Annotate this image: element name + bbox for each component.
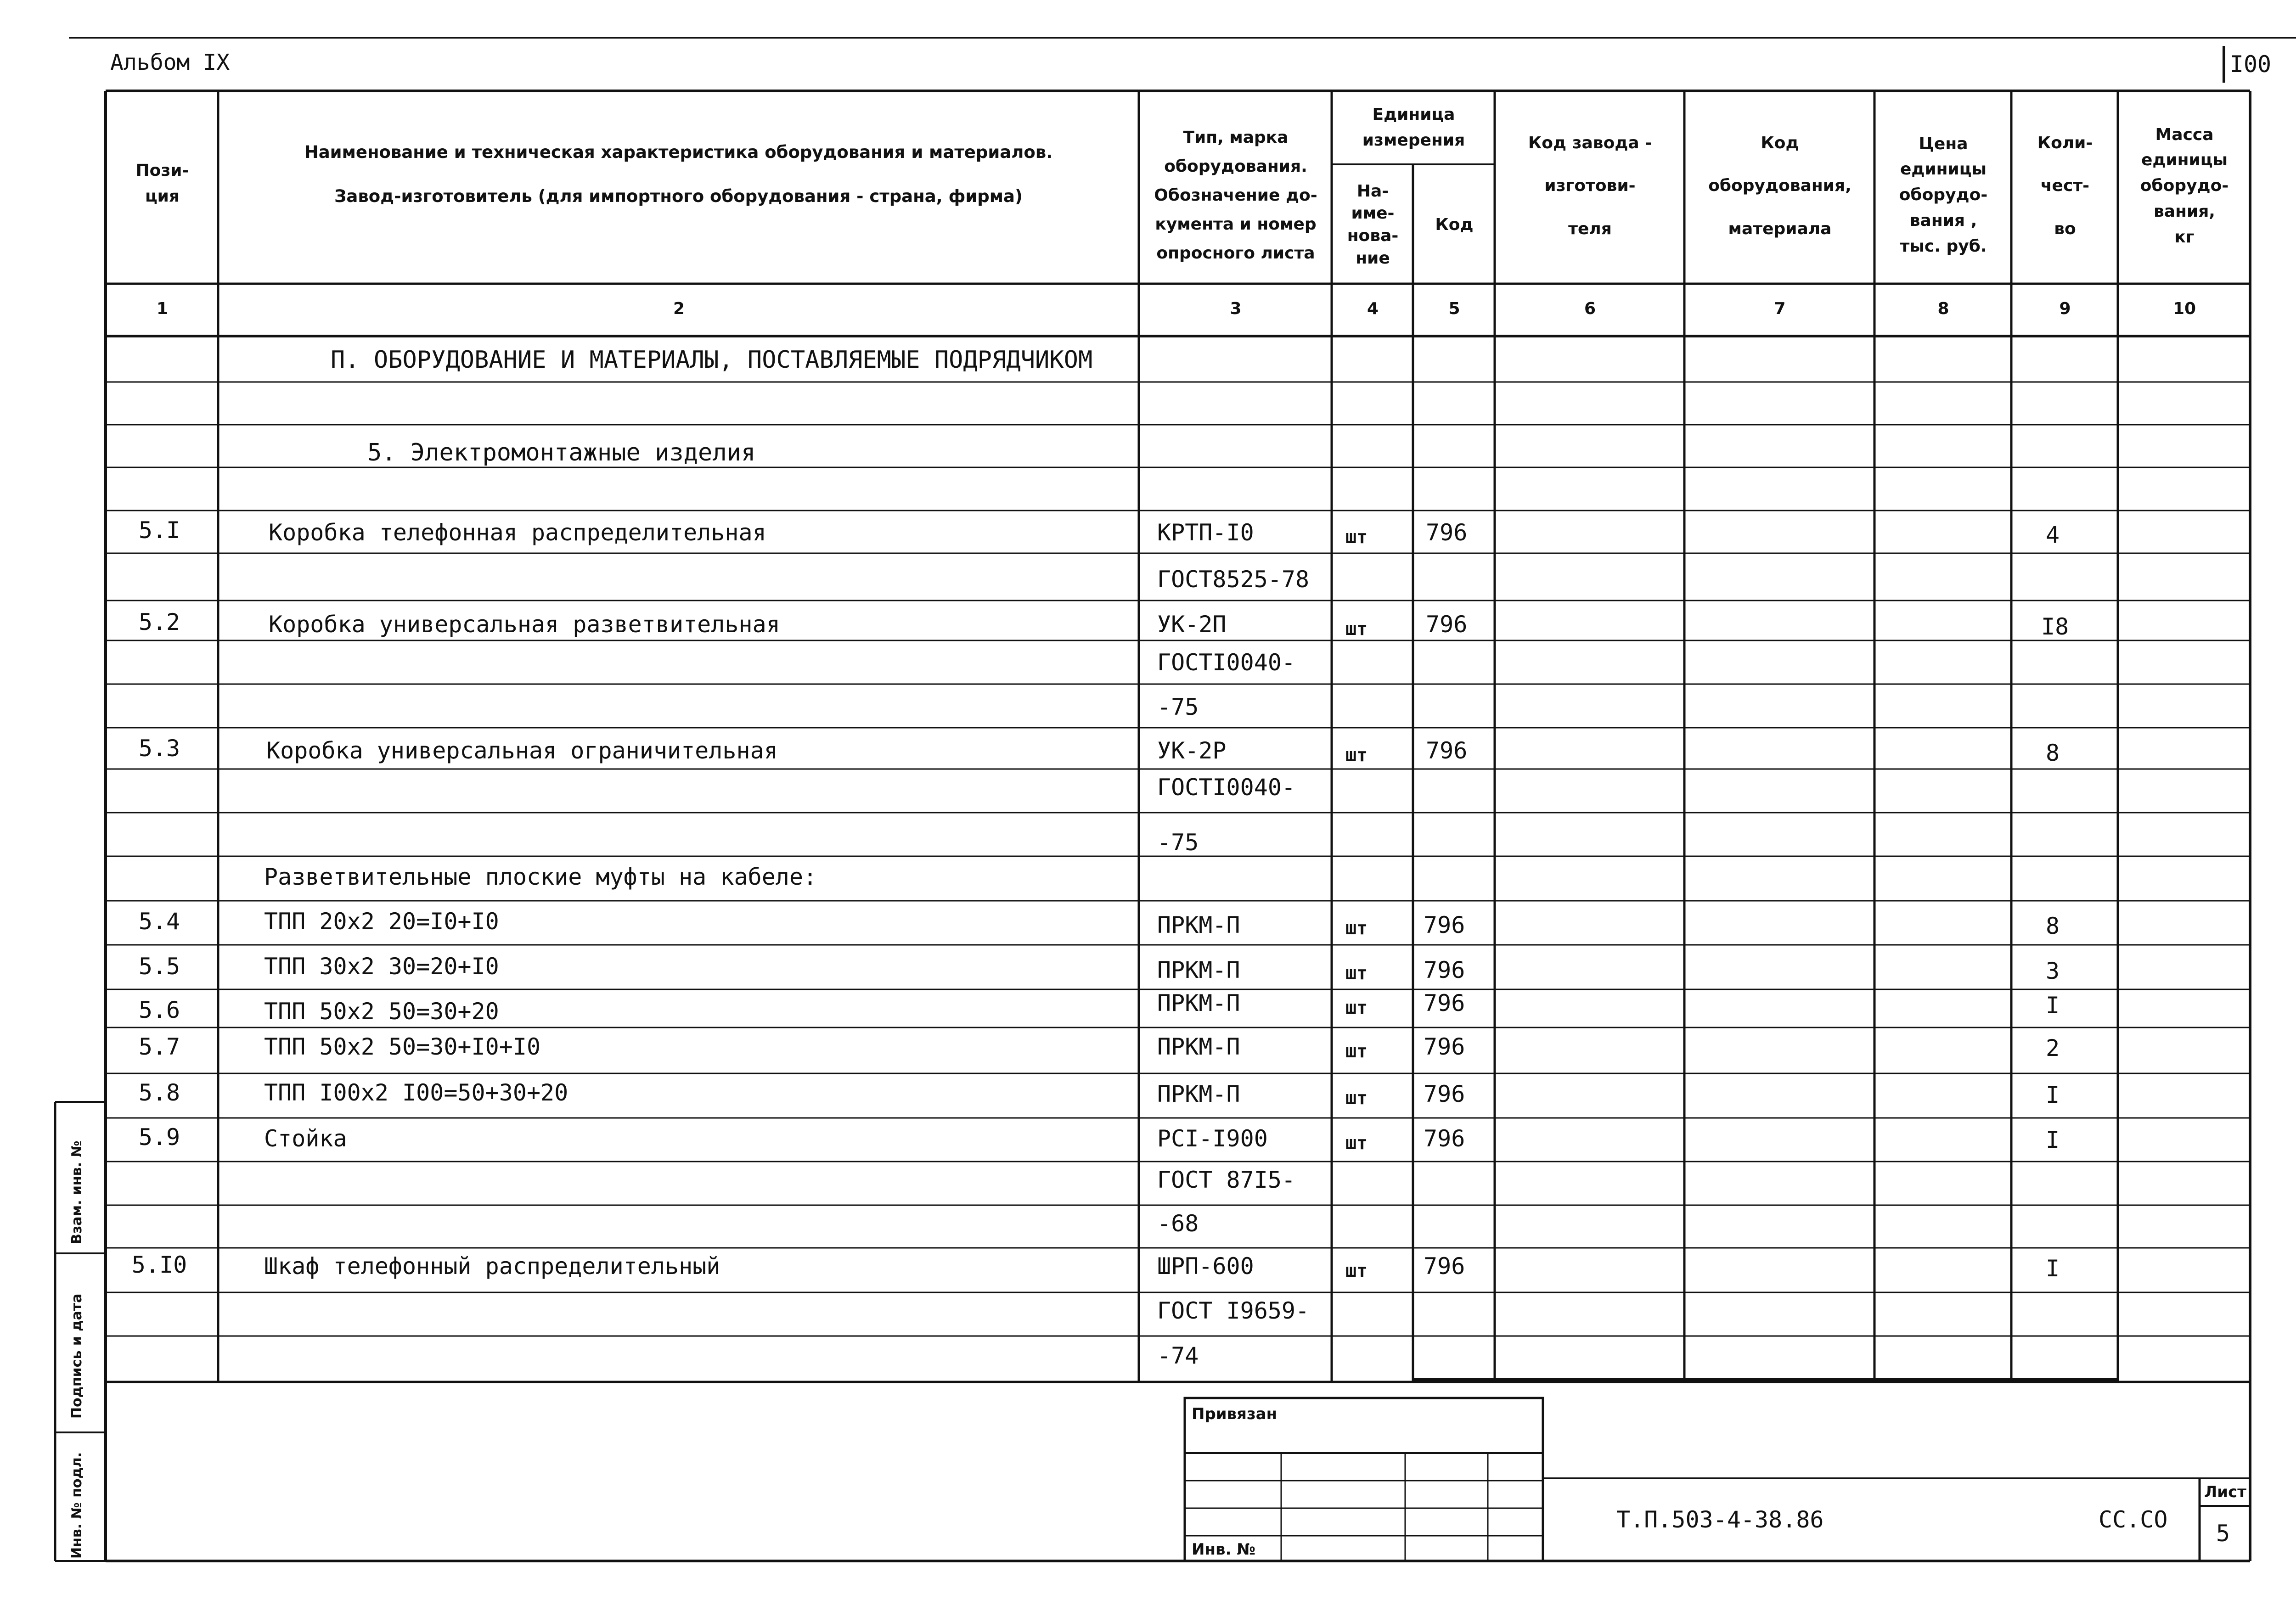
- col-header-qty: Коли- чест- во: [2037, 133, 2093, 238]
- row-qty: I: [2046, 992, 2060, 1019]
- row-qty: 3: [2046, 958, 2060, 984]
- row-unit-code: 796: [1426, 611, 1468, 638]
- stamp-privyazan: Привязан: [1192, 1405, 1277, 1423]
- side-label-vzam: Взам. инв. №: [69, 1140, 85, 1244]
- row-qty: 4: [2046, 522, 2060, 548]
- row-qty: I8: [2041, 613, 2069, 640]
- col-number: 4: [1367, 299, 1379, 318]
- col-number: 10: [2172, 299, 2196, 318]
- row-qty: I: [2046, 1127, 2060, 1153]
- row-type: ГОСТ 87I5-: [1157, 1167, 1296, 1193]
- row-unit-code: 796: [1424, 1253, 1465, 1280]
- row-unit: шт: [1345, 1260, 1368, 1281]
- row-type: ПРКМ-П: [1157, 912, 1240, 938]
- row-unit: шт: [1345, 527, 1368, 548]
- col-number: 2: [673, 299, 685, 318]
- row-type: ГОСТ8525-78: [1157, 566, 1310, 593]
- row-name: Коробка универсальная ограничительная: [266, 737, 778, 764]
- row-unit-code: 796: [1424, 990, 1465, 1016]
- row-name: ТПП 20х2 20=I0+I0: [264, 908, 499, 935]
- row-position: 5.9: [138, 1124, 180, 1151]
- row-position: 5.5: [138, 953, 180, 980]
- row-position: 5.I0: [131, 1252, 187, 1278]
- row-position: 5.8: [138, 1079, 180, 1106]
- row-position: 5.3: [138, 735, 180, 762]
- row-type: ПРКМ-П: [1157, 990, 1240, 1016]
- row-name: Стойка: [264, 1125, 347, 1152]
- row-qty: 2: [2046, 1035, 2060, 1061]
- col-header-mass: Масса единицы оборудо- вания, кг: [2140, 125, 2229, 247]
- row-type: -75: [1157, 829, 1199, 856]
- col-header-equip-code: Код оборудования, материала: [1708, 133, 1851, 238]
- col-header-unit-name: На- име- нова- ние: [1347, 181, 1399, 268]
- row-unit-code: 796: [1426, 737, 1468, 764]
- row-name: ТПП 30х2 30=20+I0: [264, 953, 499, 980]
- sheet-number: I00: [2223, 46, 2276, 83]
- row-unit: шт: [1345, 963, 1368, 984]
- sheet-code: СС.СО: [2099, 1506, 2168, 1533]
- row-position: 5.2: [138, 609, 180, 635]
- side-label-podpis: Подпись и дата: [69, 1293, 85, 1419]
- col-number: 7: [1774, 299, 1786, 318]
- row-unit: шт: [1345, 997, 1368, 1018]
- row-name: Разветвительные плоские муфты на кабеле:: [264, 864, 817, 890]
- row-type: ПРКМ-П: [1157, 957, 1240, 983]
- row-name: Коробка универсальная разветвительная: [269, 611, 780, 638]
- col-header-type: Тип, марка оборудования. Обозначение до- кумента и номер опросного листа: [1154, 128, 1317, 263]
- row-unit-code: 796: [1424, 1033, 1465, 1060]
- row-qty: I: [2046, 1082, 2060, 1108]
- subsection-title: 5. Электромонтажные изделия: [367, 439, 756, 466]
- row-unit: шт: [1345, 745, 1368, 766]
- row-type: УК-2П: [1157, 611, 1227, 638]
- row-name: Коробка телефонная распределительная: [269, 519, 766, 546]
- row-unit-code: 796: [1424, 1081, 1465, 1107]
- row-qty: 8: [2046, 740, 2060, 766]
- row-type: ПРКМ-П: [1157, 1033, 1240, 1060]
- col-number: 8: [1937, 299, 1949, 318]
- row-type: -75: [1157, 694, 1199, 720]
- col-header-position: Пози- ция: [135, 161, 189, 206]
- row-unit-code: 796: [1426, 519, 1468, 546]
- row-position: 5.6: [138, 997, 180, 1023]
- row-qty: I: [2046, 1255, 2060, 1282]
- row-unit-code: 796: [1424, 957, 1465, 983]
- row-unit-code: 796: [1424, 1125, 1465, 1152]
- sheet-page-number: 5: [2216, 1520, 2230, 1547]
- row-type: ГОСТI0040-: [1157, 774, 1296, 801]
- row-type: ГОСТ I9659-: [1157, 1297, 1310, 1324]
- row-position: 5.7: [138, 1033, 180, 1060]
- row-unit: шт: [1345, 1041, 1368, 1062]
- row-type: УК-2Р: [1157, 737, 1227, 764]
- row-position: 5.I: [138, 517, 180, 544]
- col-header-price: Цена единицы оборудо- вания , тыс. руб.: [1899, 134, 1988, 256]
- col-number: 9: [2059, 299, 2071, 318]
- row-type: ПРКМ-П: [1157, 1081, 1240, 1107]
- col-header-name: Наименование и техническая характеристика оборудования и материалов. Завод-изготовитель (для импортного оборудования - страна, фирма): [304, 142, 1053, 206]
- row-type: ШРП-600: [1157, 1253, 1254, 1280]
- row-type: ГОСТI0040-: [1157, 649, 1296, 676]
- col-number: 6: [1584, 299, 1596, 318]
- row-name: ТПП 50х2 50=30+I0+I0: [264, 1033, 541, 1060]
- side-label-inv-podl: Инв. № подл.: [69, 1452, 85, 1559]
- row-position: 5.4: [138, 908, 180, 935]
- document-code: Т.П.503-4-38.86: [1616, 1506, 1824, 1533]
- col-header-plant-code: Код завода - изготови- теля: [1528, 133, 1652, 238]
- col-header-unit-code: Код: [1435, 215, 1474, 235]
- col-header-unit-group: Единица измерения: [1362, 105, 1465, 150]
- album-label: Альбом IX: [110, 50, 230, 75]
- row-unit: шт: [1345, 618, 1368, 640]
- row-unit: шт: [1345, 1133, 1368, 1154]
- sheet-label: Лист: [2204, 1483, 2246, 1501]
- col-number: 1: [156, 299, 169, 318]
- row-type: -68: [1157, 1210, 1199, 1237]
- row-unit-code: 796: [1424, 912, 1465, 938]
- row-name: ТПП I00х2 I00=50+30+20: [264, 1079, 568, 1106]
- row-type: -74: [1157, 1342, 1199, 1369]
- col-number: 3: [1230, 299, 1242, 318]
- stamp-inv-no: Инв. №: [1192, 1540, 1256, 1559]
- row-unit: шт: [1345, 918, 1368, 939]
- row-name: Шкаф телефонный распределительный: [264, 1253, 720, 1280]
- row-unit: шт: [1345, 1088, 1368, 1109]
- row-type: КРТП-I0: [1157, 519, 1254, 546]
- section-title: П. ОБОРУДОВАНИЕ И МАТЕРИАЛЫ, ПОСТАВЛЯЕМЫЕ ПОДРЯДЧИКОМ: [331, 346, 1093, 374]
- row-name: ТПП 50х2 50=30+20: [264, 998, 499, 1025]
- row-qty: 8: [2046, 913, 2060, 939]
- row-type: РСI-I900: [1157, 1125, 1268, 1152]
- col-number: 5: [1448, 299, 1460, 318]
